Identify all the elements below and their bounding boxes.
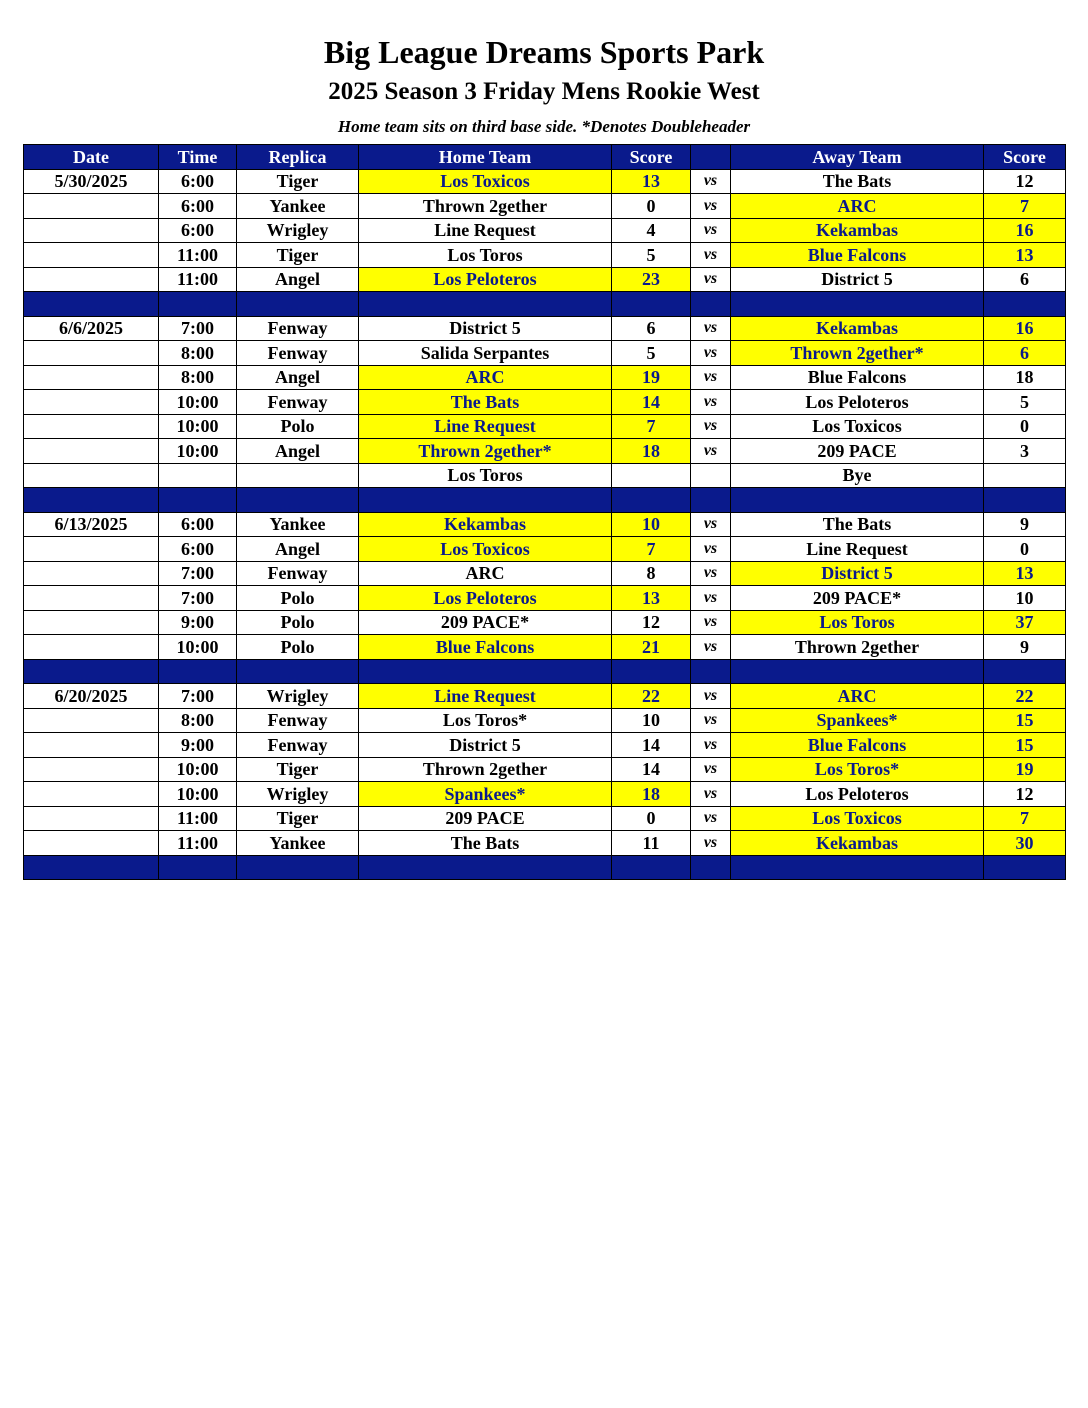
separator-cell: [984, 659, 1066, 684]
replica-cell: Tiger: [237, 243, 359, 268]
vs-cell: vs: [691, 218, 731, 243]
game-row: [24, 218, 1066, 243]
separator-cell: [731, 659, 984, 684]
game-row: [24, 169, 1066, 194]
home-team-cell: Los Toxicos: [359, 537, 612, 562]
separator-cell: [984, 855, 1066, 880]
away-score-cell: 3: [984, 439, 1066, 464]
vs-cell: vs: [691, 782, 731, 807]
time-cell: 10:00: [159, 414, 237, 439]
away-team-cell: Bye: [731, 463, 984, 488]
vs-cell: vs: [691, 635, 731, 660]
away-team-cell: District 5: [731, 267, 984, 292]
separator-cell: [237, 488, 359, 513]
away-team-cell: Blue Falcons: [731, 365, 984, 390]
away-score-cell: 0: [984, 537, 1066, 562]
date-cell: [24, 463, 159, 488]
home-team-cell: ARC: [359, 561, 612, 586]
separator-cell: [612, 292, 691, 317]
home-score-cell: 22: [612, 684, 691, 709]
home-team-cell: Thrown 2gether: [359, 757, 612, 782]
away-score-cell: 30: [984, 831, 1066, 856]
time-cell: 10:00: [159, 757, 237, 782]
home-team-cell: Thrown 2gether: [359, 194, 612, 219]
time-cell: 7:00: [159, 586, 237, 611]
date-cell: [24, 561, 159, 586]
away-team-cell: Line Request: [731, 537, 984, 562]
date-cell: 6/20/2025: [24, 684, 159, 709]
away-score-cell: 19: [984, 757, 1066, 782]
separator-cell: [24, 292, 159, 317]
game-row: [24, 341, 1066, 366]
game-row: [24, 782, 1066, 807]
home-score-cell: 8: [612, 561, 691, 586]
vs-cell: vs: [691, 831, 731, 856]
home-score-cell: 10: [612, 708, 691, 733]
game-row: [24, 537, 1066, 562]
home-score-cell: 18: [612, 782, 691, 807]
away-team-cell: Los Peloteros: [731, 782, 984, 807]
vs-cell: vs: [691, 512, 731, 537]
separator-cell: [359, 659, 612, 684]
time-cell: 9:00: [159, 610, 237, 635]
time-cell: [159, 463, 237, 488]
date-cell: [24, 831, 159, 856]
away-score-cell: 9: [984, 635, 1066, 660]
away-score-cell: 16: [984, 218, 1066, 243]
time-cell: 6:00: [159, 169, 237, 194]
date-cell: [24, 365, 159, 390]
schedule-table: [23, 144, 1066, 880]
away-score-cell: 7: [984, 806, 1066, 831]
section-separator-row: [24, 292, 1066, 317]
separator-cell: [691, 659, 731, 684]
replica-cell: Tiger: [237, 757, 359, 782]
separator-cell: [691, 855, 731, 880]
vs-cell: [691, 463, 731, 488]
away-team-cell: 209 PACE*: [731, 586, 984, 611]
separator-cell: [731, 855, 984, 880]
away-team-cell: The Bats: [731, 169, 984, 194]
home-score-cell: 0: [612, 806, 691, 831]
away-team-cell: Thrown 2gether: [731, 635, 984, 660]
vs-cell: vs: [691, 684, 731, 709]
away-score-cell: 13: [984, 561, 1066, 586]
away-team-cell: District 5: [731, 561, 984, 586]
time-cell: 11:00: [159, 243, 237, 268]
home-score-cell: 13: [612, 169, 691, 194]
section-separator-row: [24, 488, 1066, 513]
replica-cell: [237, 463, 359, 488]
vs-cell: vs: [691, 610, 731, 635]
game-row: [24, 194, 1066, 219]
home-team-cell: Line Request: [359, 414, 612, 439]
home-score-cell: 6: [612, 316, 691, 341]
game-row: [24, 757, 1066, 782]
replica-cell: Polo: [237, 635, 359, 660]
col-header-date: Date: [24, 145, 159, 170]
home-team-cell: 209 PACE*: [359, 610, 612, 635]
away-score-cell: 7: [984, 194, 1066, 219]
home-score-cell: 14: [612, 390, 691, 415]
replica-cell: Angel: [237, 267, 359, 292]
home-score-cell: 11: [612, 831, 691, 856]
date-cell: [24, 733, 159, 758]
home-team-cell: Los Toros: [359, 463, 612, 488]
home-score-cell: 7: [612, 414, 691, 439]
date-cell: [24, 610, 159, 635]
game-row: [24, 267, 1066, 292]
separator-cell: [159, 659, 237, 684]
home-team-cell: 209 PACE: [359, 806, 612, 831]
home-score-cell: [612, 463, 691, 488]
separator-cell: [984, 488, 1066, 513]
date-cell: [24, 390, 159, 415]
home-score-cell: 7: [612, 537, 691, 562]
home-team-cell: Thrown 2gether*: [359, 439, 612, 464]
col-header-away-score: Score: [984, 145, 1066, 170]
separator-cell: [731, 488, 984, 513]
away-score-cell: 37: [984, 610, 1066, 635]
away-team-cell: Spankees*: [731, 708, 984, 733]
time-cell: 6:00: [159, 194, 237, 219]
date-cell: [24, 218, 159, 243]
replica-cell: Fenway: [237, 708, 359, 733]
replica-cell: Tiger: [237, 169, 359, 194]
separator-cell: [359, 855, 612, 880]
separator-cell: [691, 292, 731, 317]
vs-cell: vs: [691, 733, 731, 758]
away-team-cell: Los Toxicos: [731, 414, 984, 439]
col-header-home-score: Score: [612, 145, 691, 170]
date-cell: [24, 635, 159, 660]
home-team-cell: Spankees*: [359, 782, 612, 807]
replica-cell: Yankee: [237, 194, 359, 219]
home-score-cell: 5: [612, 243, 691, 268]
home-score-cell: 12: [612, 610, 691, 635]
separator-cell: [359, 292, 612, 317]
separator-cell: [159, 855, 237, 880]
vs-cell: vs: [691, 561, 731, 586]
replica-cell: Angel: [237, 537, 359, 562]
date-cell: [24, 243, 159, 268]
replica-cell: Tiger: [237, 806, 359, 831]
away-score-cell: 12: [984, 782, 1066, 807]
section-separator-row: [24, 855, 1066, 880]
separator-cell: [612, 855, 691, 880]
col-header-time: Time: [159, 145, 237, 170]
game-row: [24, 463, 1066, 488]
game-row: [24, 684, 1066, 709]
vs-cell: vs: [691, 806, 731, 831]
date-cell: [24, 806, 159, 831]
separator-cell: [24, 659, 159, 684]
replica-cell: Fenway: [237, 390, 359, 415]
away-score-cell: 18: [984, 365, 1066, 390]
vs-cell: vs: [691, 586, 731, 611]
away-score-cell: 6: [984, 267, 1066, 292]
game-row: [24, 586, 1066, 611]
time-cell: 6:00: [159, 512, 237, 537]
date-cell: [24, 757, 159, 782]
separator-cell: [612, 488, 691, 513]
replica-cell: Angel: [237, 439, 359, 464]
away-team-cell: Los Toros: [731, 610, 984, 635]
away-team-cell: Los Peloteros: [731, 390, 984, 415]
separator-cell: [237, 292, 359, 317]
col-header-away-team: Away Team: [731, 145, 984, 170]
away-score-cell: 0: [984, 414, 1066, 439]
home-score-cell: 10: [612, 512, 691, 537]
vs-cell: vs: [691, 757, 731, 782]
page-title: Big League Dreams Sports Park: [323, 34, 765, 70]
separator-cell: [24, 855, 159, 880]
vs-cell: vs: [691, 243, 731, 268]
away-score-cell: [984, 463, 1066, 488]
game-row: [24, 708, 1066, 733]
separator-cell: [159, 488, 237, 513]
separator-cell: [984, 292, 1066, 317]
date-cell: [24, 439, 159, 464]
time-cell: 9:00: [159, 733, 237, 758]
time-cell: 11:00: [159, 806, 237, 831]
game-row: [24, 316, 1066, 341]
date-cell: [24, 708, 159, 733]
home-score-cell: 14: [612, 757, 691, 782]
away-score-cell: 12: [984, 169, 1066, 194]
date-cell: 6/13/2025: [24, 512, 159, 537]
away-score-cell: 15: [984, 708, 1066, 733]
game-row: [24, 414, 1066, 439]
replica-cell: Fenway: [237, 733, 359, 758]
separator-cell: [612, 659, 691, 684]
time-cell: 8:00: [159, 365, 237, 390]
home-score-cell: 14: [612, 733, 691, 758]
time-cell: 6:00: [159, 218, 237, 243]
home-score-cell: 13: [612, 586, 691, 611]
away-team-cell: Los Toros*: [731, 757, 984, 782]
away-score-cell: 5: [984, 390, 1066, 415]
home-team-cell: Line Request: [359, 684, 612, 709]
home-team-cell: Salida Serpantes: [359, 341, 612, 366]
time-cell: 10:00: [159, 390, 237, 415]
vs-cell: vs: [691, 341, 731, 366]
section-separator-row: [24, 659, 1066, 684]
separator-cell: [237, 855, 359, 880]
home-score-cell: 21: [612, 635, 691, 660]
time-cell: 8:00: [159, 341, 237, 366]
home-team-cell: District 5: [359, 733, 612, 758]
game-row: [24, 390, 1066, 415]
away-team-cell: Kekambas: [731, 218, 984, 243]
time-cell: 8:00: [159, 708, 237, 733]
away-team-cell: Kekambas: [731, 831, 984, 856]
home-team-cell: ARC: [359, 365, 612, 390]
replica-cell: Fenway: [237, 341, 359, 366]
away-team-cell: The Bats: [731, 512, 984, 537]
home-score-cell: 19: [612, 365, 691, 390]
game-row: [24, 806, 1066, 831]
home-team-cell: Blue Falcons: [359, 635, 612, 660]
home-team-cell: Los Toros: [359, 243, 612, 268]
vs-cell: vs: [691, 439, 731, 464]
replica-cell: Polo: [237, 610, 359, 635]
date-cell: [24, 586, 159, 611]
vs-cell: vs: [691, 365, 731, 390]
separator-cell: [159, 292, 237, 317]
home-team-cell: Kekambas: [359, 512, 612, 537]
home-score-cell: 0: [612, 194, 691, 219]
replica-cell: Angel: [237, 365, 359, 390]
replica-cell: Fenway: [237, 561, 359, 586]
away-score-cell: 13: [984, 243, 1066, 268]
game-row: [24, 831, 1066, 856]
replica-cell: Wrigley: [237, 684, 359, 709]
home-score-cell: 23: [612, 267, 691, 292]
game-row: [24, 243, 1066, 268]
time-cell: 6:00: [159, 537, 237, 562]
date-cell: [24, 267, 159, 292]
replica-cell: Yankee: [237, 512, 359, 537]
date-cell: [24, 194, 159, 219]
replica-cell: Wrigley: [237, 782, 359, 807]
game-row: [24, 365, 1066, 390]
home-team-cell: Los Peloteros: [359, 267, 612, 292]
time-cell: 7:00: [159, 316, 237, 341]
away-score-cell: 22: [984, 684, 1066, 709]
away-team-cell: ARC: [731, 684, 984, 709]
game-row: [24, 635, 1066, 660]
vs-cell: vs: [691, 390, 731, 415]
home-score-cell: 5: [612, 341, 691, 366]
home-team-cell: District 5: [359, 316, 612, 341]
away-team-cell: Thrown 2gether*: [731, 341, 984, 366]
time-cell: 11:00: [159, 267, 237, 292]
vs-cell: vs: [691, 267, 731, 292]
home-score-cell: 4: [612, 218, 691, 243]
separator-cell: [691, 488, 731, 513]
away-team-cell: Blue Falcons: [731, 243, 984, 268]
vs-cell: vs: [691, 414, 731, 439]
separator-cell: [24, 488, 159, 513]
vs-cell: vs: [691, 194, 731, 219]
time-cell: 10:00: [159, 635, 237, 660]
separator-cell: [731, 292, 984, 317]
away-score-cell: 10: [984, 586, 1066, 611]
away-score-cell: 6: [984, 341, 1066, 366]
home-team-cell: Los Toxicos: [359, 169, 612, 194]
away-team-cell: Blue Falcons: [731, 733, 984, 758]
col-header-vs: [691, 145, 731, 170]
home-team-cell: The Bats: [359, 390, 612, 415]
time-cell: 7:00: [159, 561, 237, 586]
col-header-home-team: Home Team: [359, 145, 612, 170]
replica-cell: Polo: [237, 414, 359, 439]
game-row: [24, 439, 1066, 464]
game-row: [24, 610, 1066, 635]
away-score-cell: 16: [984, 316, 1066, 341]
time-cell: 10:00: [159, 439, 237, 464]
game-row: [24, 561, 1066, 586]
date-cell: 6/6/2025: [24, 316, 159, 341]
home-score-cell: 18: [612, 439, 691, 464]
header-row: [24, 145, 1066, 170]
col-header-replica: Replica: [237, 145, 359, 170]
home-team-cell: Los Toros*: [359, 708, 612, 733]
home-team-cell: Line Request: [359, 218, 612, 243]
page-subtitle: 2025 Season 3 Friday Mens Rookie West: [328, 78, 760, 105]
replica-cell: Fenway: [237, 316, 359, 341]
separator-cell: [359, 488, 612, 513]
game-row: [24, 512, 1066, 537]
date-cell: [24, 341, 159, 366]
away-team-cell: ARC: [731, 194, 984, 219]
schedule-note: Home team sits on third base side. *Denotes Doubleheader: [337, 117, 751, 136]
home-team-cell: Los Peloteros: [359, 586, 612, 611]
away-team-cell: 209 PACE: [731, 439, 984, 464]
replica-cell: Wrigley: [237, 218, 359, 243]
separator-cell: [237, 659, 359, 684]
replica-cell: Yankee: [237, 831, 359, 856]
time-cell: 11:00: [159, 831, 237, 856]
game-row: [24, 733, 1066, 758]
away-score-cell: 15: [984, 733, 1066, 758]
home-team-cell: The Bats: [359, 831, 612, 856]
vs-cell: vs: [691, 537, 731, 562]
date-cell: 5/30/2025: [24, 169, 159, 194]
replica-cell: Polo: [237, 586, 359, 611]
date-cell: [24, 414, 159, 439]
away-team-cell: Kekambas: [731, 316, 984, 341]
time-cell: 10:00: [159, 782, 237, 807]
vs-cell: vs: [691, 316, 731, 341]
vs-cell: vs: [691, 169, 731, 194]
away-team-cell: Los Toxicos: [731, 806, 984, 831]
date-cell: [24, 782, 159, 807]
time-cell: 7:00: [159, 684, 237, 709]
away-score-cell: 9: [984, 512, 1066, 537]
date-cell: [24, 537, 159, 562]
vs-cell: vs: [691, 708, 731, 733]
